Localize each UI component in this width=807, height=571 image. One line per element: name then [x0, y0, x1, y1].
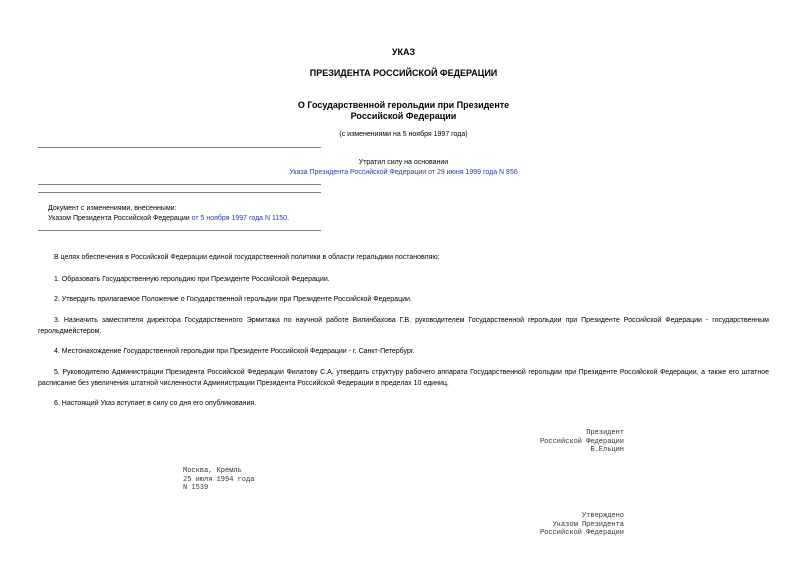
- decree-item-2: 2. Утвердить прилагаемое Положение о Государственной герольдии при Президенте Российской Федерации.: [54, 296, 412, 303]
- decree-title: УКАЗ: [391, 47, 416, 57]
- approved-office: Российской Федерации: [539, 529, 624, 537]
- approved-label: Утверждено: [581, 512, 624, 520]
- approved-by: Указом Президента: [552, 520, 624, 529]
- date: 25 июля 1994 года: [183, 475, 255, 484]
- lost-force-note: Утратил силу на основании: [358, 159, 449, 166]
- decree-issuer: ПРЕЗИДЕНТА РОССИЙСКОЙ ФЕДЕРАЦИИ: [309, 68, 498, 78]
- preamble: В целях обеспечения в Российской Федерации единой государственной политики в области геральдики постановляю:: [54, 254, 440, 261]
- decree-item-1: 1. Образовать Государственную герольдию при Президенте Российской Федерации.: [54, 276, 330, 283]
- decree-item-4: 4. Местонахождение Государственной герольдии при Президенте Российской Федерации - г. Санкт-Петербург.: [54, 348, 415, 355]
- signature-block: [480, 429, 624, 455]
- approved-block: [480, 512, 624, 538]
- decree-item-3: 3. Назначить заместителя директора Государственного Эрмитажа по научной работе Вилинбахова Г.В. руководителем Государственной герольдии при Президенте Российской Федерации - государственным герольдмейстером.: [38, 317, 769, 335]
- amended-by-prefix: Указом Президента Российской Федерации: [48, 215, 190, 222]
- divider: [38, 147, 321, 148]
- divider: [38, 192, 321, 193]
- divider: [38, 184, 321, 185]
- amended-by-line: [48, 215, 289, 222]
- signature-office: Российской Федерации: [539, 437, 624, 446]
- place-date-block: [183, 467, 254, 493]
- signature-name: Б.Ельцин: [590, 446, 624, 454]
- amending-decree-link[interactable]: от 5 ноября 1997 года N 1150: [191, 215, 288, 222]
- basis-decree-link[interactable]: Указа Президента Российской Федерации от 29 июня 1999 года N 856: [289, 169, 518, 176]
- place: Москва, Кремль: [183, 467, 242, 475]
- signature-title: Президент: [586, 429, 624, 437]
- decree-subject-line-1: О Государственной герольдии при Президенте: [297, 100, 510, 110]
- divider: [38, 230, 321, 231]
- decree-subject-line-2: Российской Федерации: [350, 111, 457, 121]
- amended-by-label: Документ с изменениями, внесенными:: [48, 205, 177, 212]
- amendments-note: (с изменениями на 5 ноября 1997 года): [339, 131, 468, 138]
- amended-by-suffix: .: [287, 215, 290, 222]
- decree-item-6: 6. Настоящий Указ вступает в силу со дня его опубликования.: [54, 400, 257, 407]
- decree-number: N 1539: [183, 484, 209, 492]
- decree-item-5: 5. Руководителю Администрации Президента Российской Федерации Филатову С.А. утвердить структуру рабочего аппарата Государственной герольдии при Президенте Российской Федерации, а также его штатное расписание без увеличения штатной численности Администрации Президента Российской Федерации в пределах 10 единиц.: [38, 369, 769, 387]
